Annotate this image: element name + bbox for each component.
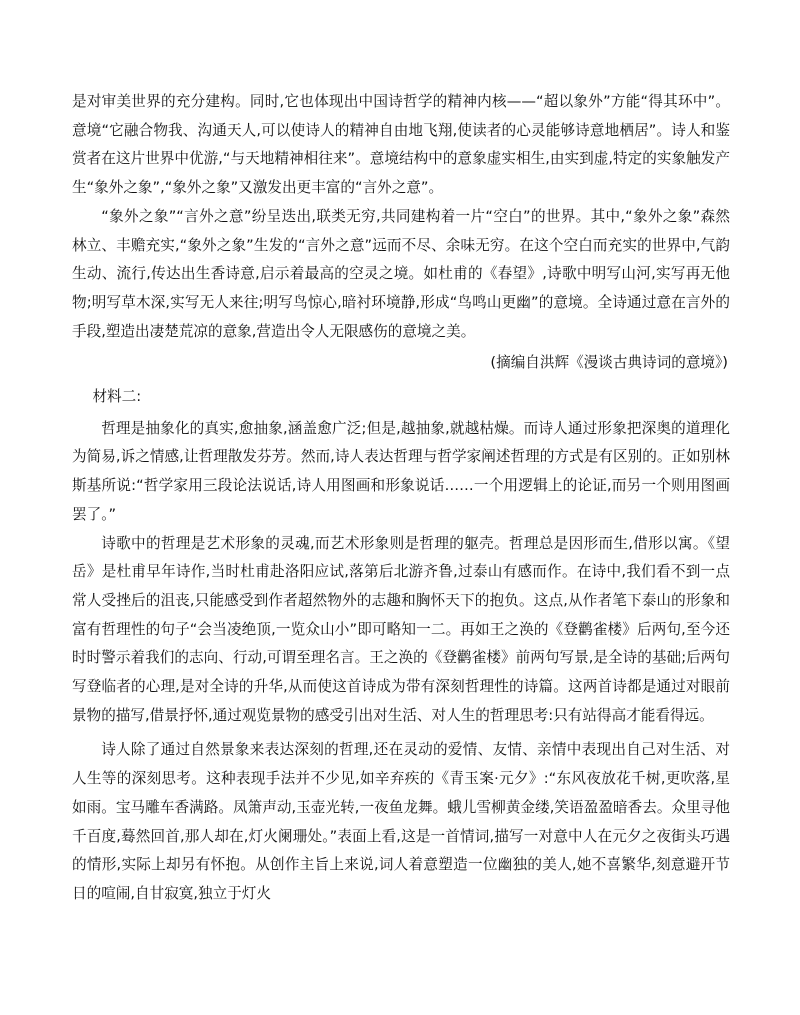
paragraph-4: 诗歌中的哲理是艺术形象的灵魂,而艺术形象则是哲理的躯壳。哲理总是因形而生,借形以寓。《望岳》是杜甫早年诗作,当时杜甫赴洛阳应试,落第后北游齐鲁,过泰山有感而作。在诗中,我们看不到一点常人受挫后的沮丧,只能感受到作者超然物外的志趣和胸怀天下的抱负。这点,从作者笔下泰山的形象和富有哲理性的句子“会当凌绝顶,一览众山小”即可略知一二。再如王之涣的《登鹳雀楼》后两句,至今还时时警示着我们的志向、行动,可谓至理名言。王之涣的《登鹳雀楼》前两句写景,是全诗的基础;后两句写登临者的心理,是对全诗的升华,从而使这首诗成为带有深刻哲理性的诗篇。这两首诗都是通过对眼前景物的描写,借景抒怀,通过观览景物的感受引出对生活、对人生的哲理思考:只有站得高才能看得远。	[72, 534, 730, 724]
paragraph-5: 诗人除了通过自然景象来表达深刻的哲理,还在灵动的爱情、友情、亲情中表现出自己对生活、对人生等的深刻思考。这种表现手法并不少见,如辛弃疾的《青玉案·元夕》:“东风夜放花千树,更吹落,星如雨。宝马雕车香满路。凤箫声动,玉壶光转,一夜鱼龙舞。蛾儿雪柳黄金缕,笑语盈盈暗香去。众里寻他千百度,蓦然回首,那人却在,灯火阑珊处。”表面上看,这是一首情词,描写一对意中人在元夕之夜街头巧遇的情形,实际上却另有怀抱。从创作主旨上来说,词人着意塑造一位幽独的美人,她不喜繁华,刻意避开节日的喧闹,自甘寂寞,独立于灯火	[72, 741, 730, 902]
material-2-label: 材料二:	[92, 388, 142, 406]
paragraph-3: 哲理是抽象化的真实,愈抽象,涵盖愈广泛;但是,越抽象,就越枯燥。而诗人通过形象把深奥的道理化为简易,诉之情感,让哲理散发芬芳。然而,诗人表达哲理与哲学家阐述哲理的方式是有区别的。正如别林斯基所说:“哲学家用三段论法说话,诗人用图画和形象说话……一个用逻辑上的论证,而另一个则用图画罢了。”	[72, 419, 730, 523]
source-citation: (摘编自洪辉《漫谈古典诗词的意境》)	[490, 354, 728, 372]
paragraph-1: 是对审美世界的充分建构。同时,它也体现出中国诗哲学的精神内核——“超以象外”方能“得其环中”。意境“它融合物我、沟通天人,可以使诗人的精神自由地飞翔,使读者的心灵能够诗意地栖居”。诗人和鉴赏者在这片世界中优游,“与天地精神相往来”。意境结构中的意象虚实相生,由实到虚,特定的实象触发产生“象外之象”,“象外之象”又激发出更丰富的“言外之意”。	[72, 93, 730, 197]
paragraph-2: “象外之象”“言外之意”纷呈迭出,联类无穷,共同建构着一片“空白”的世界。其中,“象外之象”森然林立、丰赡充实,“象外之象”生发的“言外之意”远而不尽、余味无穷。在这个空白而充实的世界中,气韵生动、流行,传达出生香诗意,启示着最高的空灵之境。如杜甫的《春望》,诗歌中明写山河,实写再无他物;明写草木深,实写无人来往;明写鸟惊心,暗衬环境静,形成“鸟鸣山更幽”的意境。全诗通过意在言外的手段,塑造出凄楚荒凉的意象,营造出令人无限感伤的意境之美。	[72, 207, 730, 340]
